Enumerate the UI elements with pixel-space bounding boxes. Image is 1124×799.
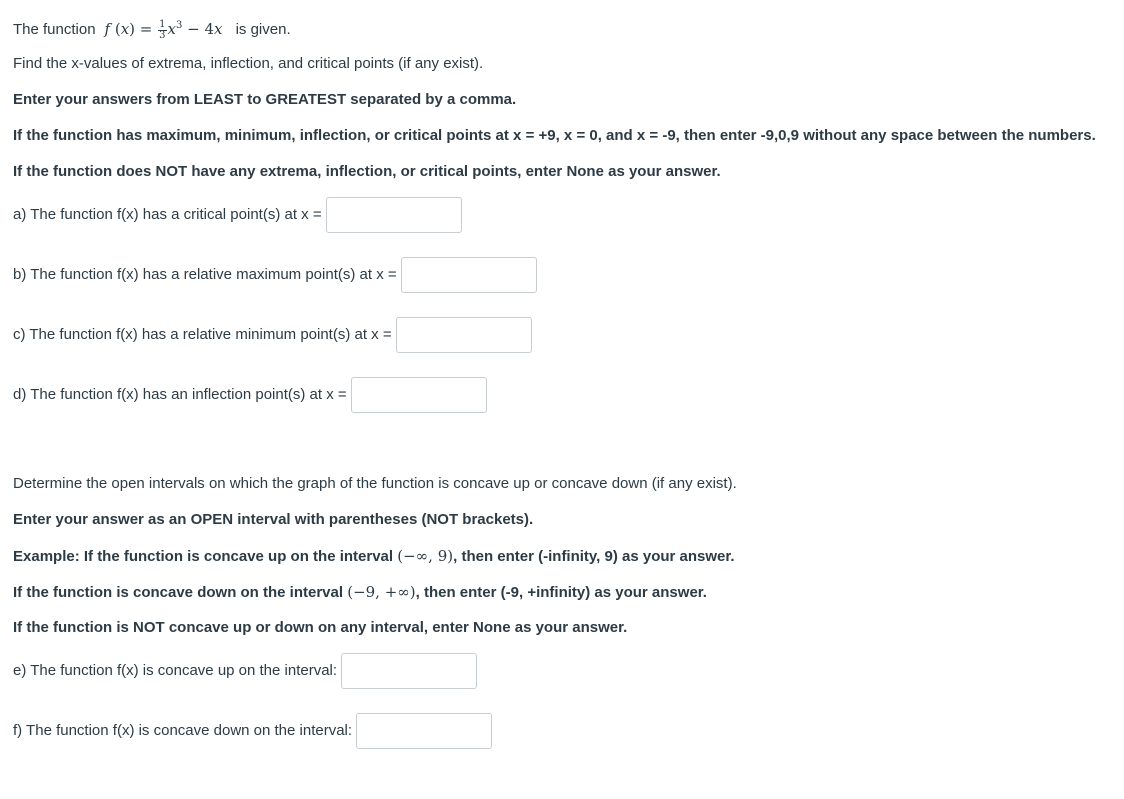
answer-d-input[interactable] <box>351 377 487 413</box>
question-f <box>13 713 492 749</box>
answer-a-input[interactable] <box>326 197 462 233</box>
none-rule: If the function does NOT have any extrema, inflection, or critical points, enter None as your answer. <box>13 163 721 180</box>
question-c-label: c) The function f(x) has a relative minimum point(s) at x = <box>13 326 392 343</box>
question-b-label: b) The function f(x) has a relative maximum point(s) at x = <box>13 266 397 283</box>
answer-b-input[interactable] <box>401 257 537 293</box>
intro-prefix: The function <box>13 21 96 38</box>
intro-suffix: is given. <box>235 21 291 38</box>
find-instruction: Find the x-values of extrema, inflection, and critical points (if any exist). <box>13 55 484 72</box>
concavity-instruction: Determine the open intervals on which the graph of the function is concave up or concave down (if any exist). <box>13 475 737 492</box>
answer-e-input[interactable] <box>341 653 477 689</box>
answer-f-input[interactable] <box>356 713 492 749</box>
question-a <box>13 197 462 233</box>
example-down-interval: (−9, +∞) <box>347 583 416 601</box>
concave-up-example <box>13 546 735 567</box>
example-rule: If the function has maximum, minimum, inflection, or critical points at x = +9, x = 0, and x = -9, then enter -9,0,9 without any space between the numbers. <box>13 127 1096 144</box>
question-e-label: e) The function f(x) is concave up on the interval: <box>13 662 338 679</box>
question-f-label: f) The function f(x) is concave down on the interval: <box>13 722 353 739</box>
concave-down-example <box>13 582 707 603</box>
question-a-label: a) The function f(x) has a critical point(s) at x = <box>13 206 322 223</box>
concavity-none-rule: If the function is NOT concave up or down on any interval, enter None as your answer. <box>13 619 628 636</box>
example-up-prefix: Example: If the function is concave up on the interval <box>13 548 394 565</box>
example-up-interval: (−∞, 9) <box>397 547 454 565</box>
question-d-label: d) The function f(x) has an inflection point(s) at x = <box>13 386 347 403</box>
question-c <box>13 317 532 353</box>
question-b <box>13 257 537 293</box>
open-interval-rule: Enter your answer as an OPEN interval with parentheses (NOT brackets). <box>13 511 534 528</box>
function-formula: f (x) = $\frac{1}{3}$ $x^3 - 4x$ <box>99 18 228 41</box>
answer-c-input[interactable] <box>396 317 532 353</box>
problem-statement <box>13 16 291 41</box>
question-e <box>13 653 477 689</box>
example-down-prefix: If the function is concave down on the interval <box>13 584 344 601</box>
order-rule: Enter your answers from LEAST to GREATEST separated by a comma. <box>13 91 517 108</box>
question-d <box>13 377 487 413</box>
example-up-suffix: , then enter (-infinity, 9) as your answer. <box>453 548 735 565</box>
example-down-suffix: , then enter (-9, +infinity) as your answer. <box>415 584 707 601</box>
